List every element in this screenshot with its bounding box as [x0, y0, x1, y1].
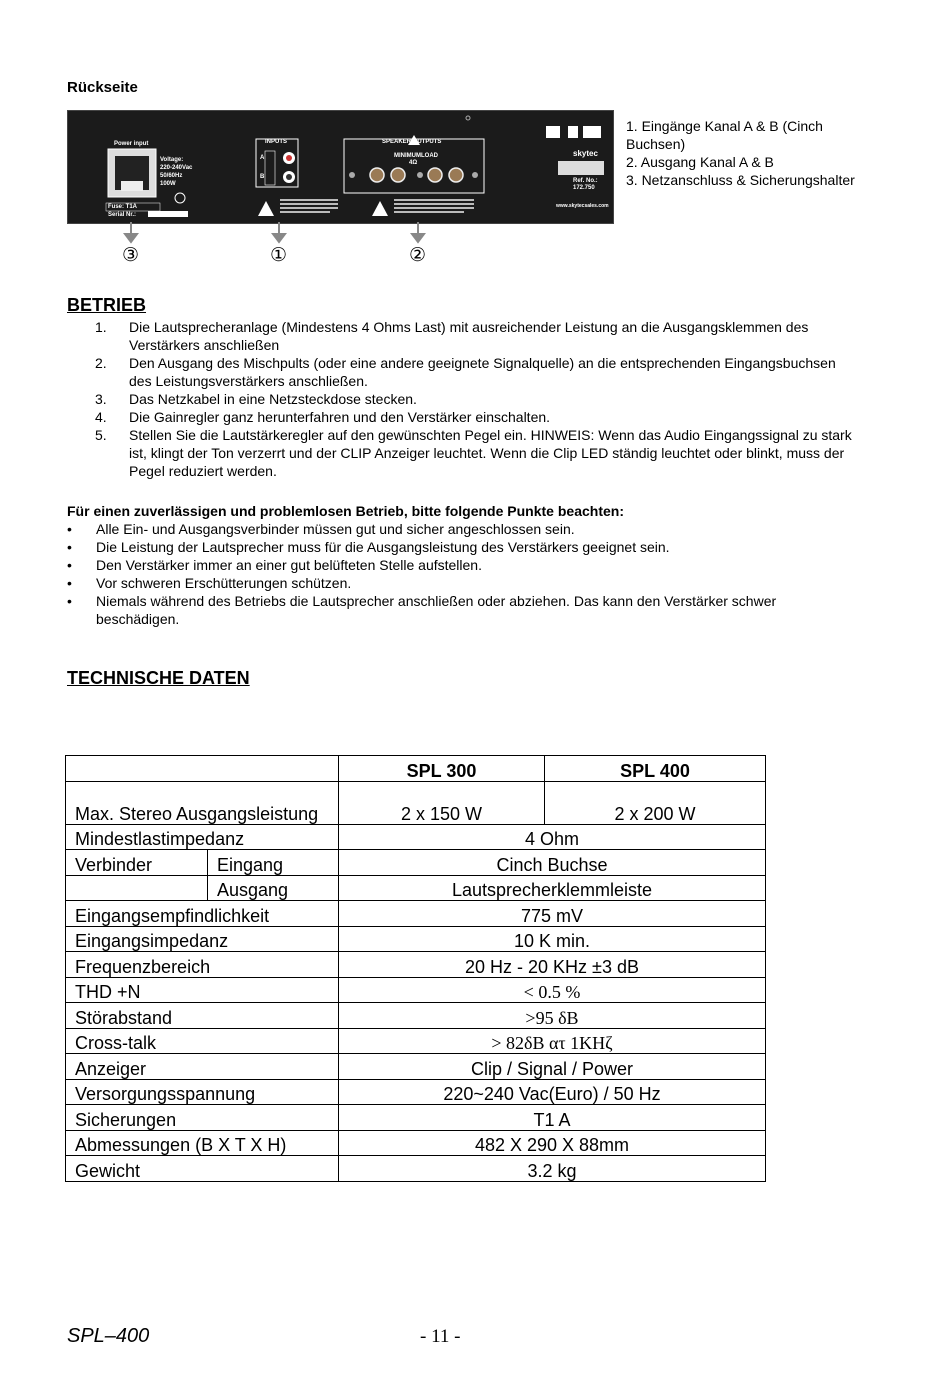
list-item — [67, 520, 827, 538]
step-number: 3. — [95, 391, 107, 407]
row-sublabel: Ausgang — [208, 875, 339, 901]
footer-page-number: - 11 - — [420, 1326, 461, 1347]
table-cell: 20 Hz - 20 KHz ±3 dB — [339, 952, 766, 978]
row-label: Verbinder — [66, 850, 208, 876]
list-item — [95, 318, 855, 354]
rear-panel-graphic — [68, 111, 613, 223]
row-sublabel: Eingang — [208, 850, 339, 876]
table-cell: < 0.5 % — [339, 977, 766, 1003]
marker-3: ③ — [122, 245, 140, 266]
bullet: • — [67, 539, 72, 555]
bullet: • — [67, 521, 72, 537]
table-row — [66, 1105, 766, 1131]
table-row — [66, 824, 766, 850]
row-label: Gewicht — [66, 1156, 339, 1182]
row-label: Sicherungen — [66, 1105, 339, 1131]
panel-ref-label: Ref. No.: — [573, 178, 598, 184]
table-cell: 775 mV — [339, 901, 766, 927]
panel-fuse: Fuse: T1A — [108, 204, 138, 210]
table-cell-empty — [66, 875, 208, 901]
safety-intro: Für einen zuverlässigen und problemlosen Betrieb, bitte folgende Punkte beachten: — [67, 503, 624, 519]
table-cell: Clip / Signal / Power — [339, 1054, 766, 1080]
panel-channel-b: B — [260, 174, 265, 180]
step-number: 5. — [95, 427, 107, 443]
panel-brand-logo: skytec — [573, 149, 598, 158]
section-title-rueckseite: Rückseite — [67, 79, 138, 96]
panel-voltage-value: 220-240Vac — [160, 165, 193, 171]
panel-ref-value: 172.750 — [573, 185, 595, 191]
list-item — [95, 408, 855, 426]
table-cell: Cinch Buchse — [339, 850, 766, 876]
footer-model: SPL–400 — [67, 1325, 150, 1347]
table-cell: 10 K min. — [339, 926, 766, 952]
column-header-spl400: SPL 400 — [545, 756, 766, 782]
table-row — [66, 1054, 766, 1080]
panel-speaker-outputs: SPEAKER OUTPUTS — [382, 139, 442, 145]
panel-inputs-label: INPUTS — [265, 139, 288, 145]
bullet-text: Niemals während des Betriebs die Lautsprecher anschließen oder abziehen. Das kann den Verstärker schwer beschädigen. — [96, 593, 777, 627]
panel-website: www.skytecsales.com — [556, 203, 609, 209]
table-cell: >95 δB — [339, 1003, 766, 1029]
table-row — [66, 875, 766, 901]
row-label: Max. Stereo Ausgangsleistung — [66, 781, 339, 824]
legend-item: 3. Netzanschluss & Sicherungshalter — [626, 172, 855, 188]
table-row — [66, 756, 766, 782]
panel-wattage: 100W — [160, 181, 176, 187]
list-item — [67, 592, 827, 628]
table-cell: 3.2 kg — [339, 1156, 766, 1182]
section-title-betrieb: BETRIEB — [67, 295, 147, 315]
list-item — [67, 538, 827, 556]
step-number: 1. — [95, 319, 107, 335]
table-row — [66, 781, 766, 824]
legend-item: 2. Ausgang Kanal A & B — [626, 154, 774, 170]
table-cell: 2 x 200 W — [545, 781, 766, 824]
list-item — [67, 556, 827, 574]
bullet-text: Vor schweren Erschütterungen schützen. — [96, 575, 352, 591]
list-item — [67, 574, 827, 592]
rear-legend — [626, 117, 866, 189]
table-row — [66, 1028, 766, 1054]
list-item — [95, 426, 855, 480]
row-label: Versorgungsspannung — [66, 1079, 339, 1105]
marker-2: ② — [409, 245, 427, 266]
table-cell: Lautsprecherklemmleiste — [339, 875, 766, 901]
table-row — [66, 850, 766, 876]
column-header-spl300: SPL 300 — [339, 756, 545, 782]
table-cell: 2 x 150 W — [339, 781, 545, 824]
table-cell: T1 A — [339, 1105, 766, 1131]
list-item — [95, 354, 855, 390]
row-label: Frequenzbereich — [66, 952, 339, 978]
safety-bullets — [67, 520, 827, 628]
step-text: Die Gainregler ganz herunterfahren und den Verstärker einschalten. — [129, 409, 551, 425]
table-row — [66, 1003, 766, 1029]
step-number: 2. — [95, 355, 107, 371]
table-row — [66, 1130, 766, 1156]
row-label: Abmessungen (B X T X H) — [66, 1130, 339, 1156]
row-label: Cross-talk — [66, 1028, 339, 1054]
table-row — [66, 952, 766, 978]
step-text: Den Ausgang des Mischpults (oder eine andere geeignete Signalquelle) an die entsprechenden Eingangsbuchsen des Leistungsverstärkers anschließen. — [129, 355, 836, 389]
panel-serial: Serial Nr.: — [108, 212, 137, 218]
bullet-text: Die Leistung der Lautsprecher muss für die Ausgangsleistung des Verstärkers geeignet sein. — [96, 539, 670, 555]
table-row — [66, 977, 766, 1003]
row-label: Störabstand — [66, 1003, 339, 1029]
marker-1: ① — [270, 245, 288, 266]
spec-table — [65, 755, 766, 1182]
row-label: Eingangsimpedanz — [66, 926, 339, 952]
bullet-text: Den Verstärker immer an einer gut belüfteten Stelle aufstellen. — [96, 557, 482, 573]
table-cell: 482 X 290 X 88mm — [339, 1130, 766, 1156]
panel-ohm: 4Ω — [409, 160, 418, 166]
operation-steps — [95, 318, 855, 480]
table-cell: 220~240 Vac(Euro) / 50 Hz — [339, 1079, 766, 1105]
panel-power-label: Power input — [114, 141, 149, 147]
row-label: THD +N — [66, 977, 339, 1003]
legend-item: 1. Eingänge Kanal A & B (Cinch Buchsen) — [626, 118, 823, 152]
bullet: • — [67, 575, 72, 591]
table-row — [66, 1079, 766, 1105]
table-cell-empty — [66, 756, 339, 782]
panel-min-load: MINIMUMLOAD — [394, 153, 438, 159]
panel-channel-a: A — [260, 155, 265, 161]
section-title-technische-daten: TECHNISCHE DATEN — [67, 668, 250, 688]
step-number: 4. — [95, 409, 107, 425]
step-text: Stellen Sie die Lautstärkeregler auf den gewünschten Pegel ein. HINWEIS: Wenn das Audio Eingangssignal zu stark ist, klingt der Ton verzerrt und der CLIP Anzeiger leuchtet. Wenn die Clip LED ständig leuchtet oder blinkt, muss der Pegel reduziert werden. — [129, 427, 852, 479]
list-item — [95, 390, 855, 408]
row-label: Anzeiger — [66, 1054, 339, 1080]
step-text: Das Netzkabel in eine Netzsteckdose stecken. — [129, 391, 417, 407]
rear-panel-image — [67, 110, 614, 224]
table-row — [66, 1156, 766, 1182]
panel-frequency: 50/60Hz — [160, 173, 183, 179]
step-text: Die Lautsprecheranlage (Mindestens 4 Ohms Last) mit ausreichender Leistung an die Ausgangsklemmen des Verstärkers anschließen — [129, 319, 809, 353]
bullet: • — [67, 557, 72, 573]
bullet-text: Alle Ein- und Ausgangsverbinder müssen gut und sicher angeschlossen sein. — [96, 521, 575, 537]
row-label: Mindestlastimpedanz — [66, 824, 339, 850]
table-cell: 4 Ohm — [339, 824, 766, 850]
table-cell: > 82δB ατ 1KHζ — [339, 1028, 766, 1054]
row-label: Eingangsempfindlichkeit — [66, 901, 339, 927]
bullet: • — [67, 593, 72, 609]
table-row — [66, 901, 766, 927]
panel-voltage-label: Voltage: — [160, 157, 184, 163]
table-row — [66, 926, 766, 952]
